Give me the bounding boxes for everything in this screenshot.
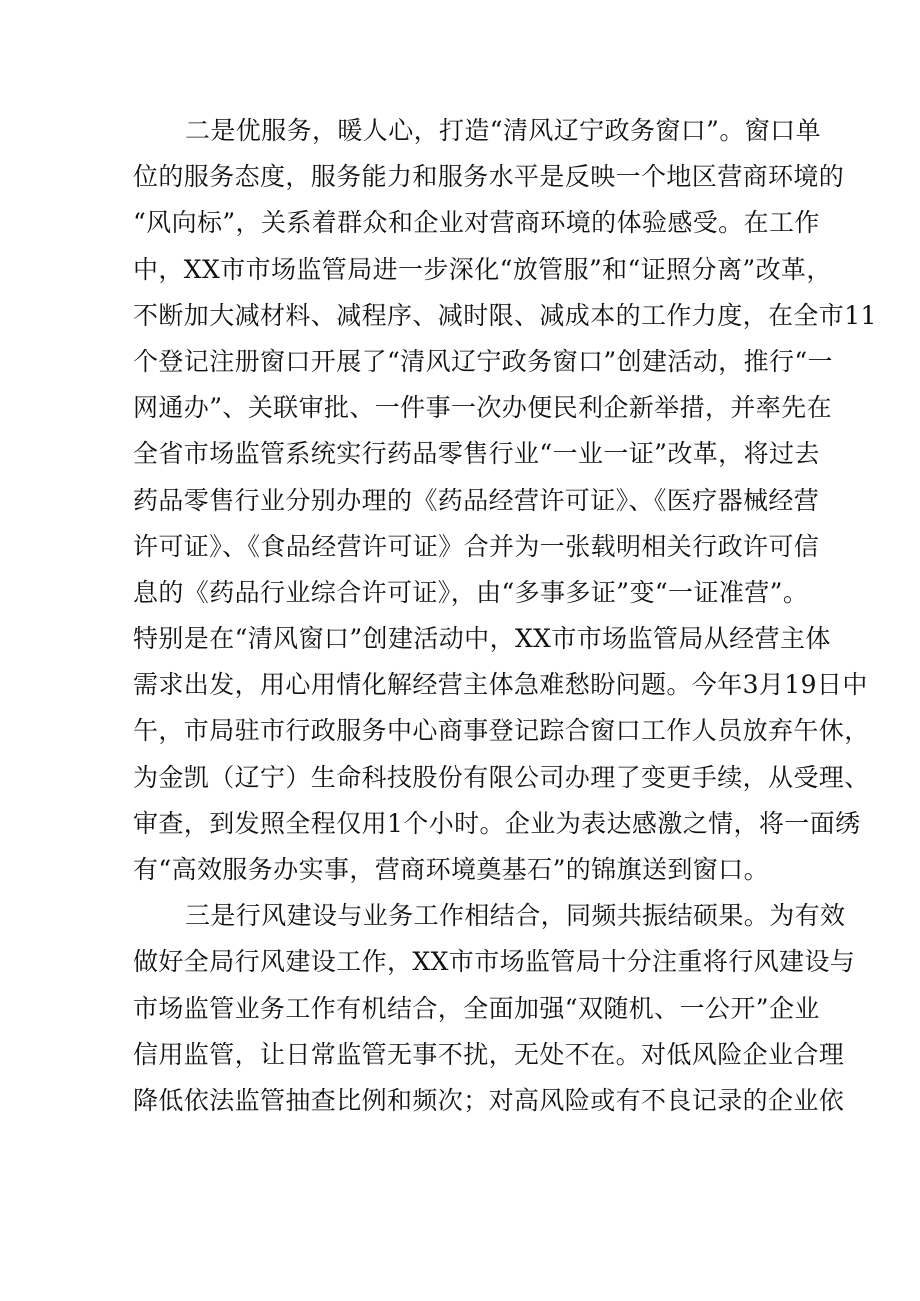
paragraph-1-line-2: 位的服务态度，服务能力和服务水平是反映一个地区营商环境的 — [133, 162, 845, 192]
paragraph-1-line-7: 网通办”、关联审批、一件事一次办便民利企新举措，并率先在 — [133, 393, 832, 423]
paragraph-1-line-9: 药品零售行业分别办理的《药品经营许可证》、《医疗器械经营 — [133, 485, 820, 515]
paragraph-1-line-1: 二是优服务，暖人心，打造“清风辽宁政务窗口”。窗口单 — [185, 116, 821, 145]
paragraph-1-line-12: 特别是在“清风窗口”创建活动中，XX市市场监管局从经营主体 — [133, 624, 831, 654]
paragraph-1-line-3: “风向标”，关系着群众和企业对营商环境的体验感受。在工作 — [133, 208, 820, 238]
paragraph-2-line-4: 信用监管，让日常监管无事不扰，无处不在。对低风险企业合理 — [133, 1039, 845, 1069]
paragraph-1-line-10: 许可证》、《食品经营许可证》合并为一张载明相关行政许可信 — [133, 531, 820, 561]
paragraph-2-line-5: 降低依法监管抽查比例和频次；对高风险或有不良记录的企业依 — [133, 1085, 845, 1115]
paragraph-2-line-3: 市场监管业务工作有机结合，全面加强“双随机、一公开”企业 — [133, 993, 820, 1023]
paragraph-1-line-4: 中，XX市市场监管局进一步深化“放管服”和“证照分离”改革， — [133, 254, 832, 284]
paragraph-1-line-5: 不断加大减材料、减程序、减时限、减成本的工作力度，在全市11 — [133, 300, 877, 330]
paragraph-1-line-16: 审查，到发照全程仅用1个小时。企业为表达感激之情，将一面绣 — [133, 808, 861, 838]
paragraph-2-line-1: 三是行风建设与业务工作相结合，同频共振结硕果。为有效 — [185, 901, 846, 931]
document-body — [133, 108, 877, 1124]
paragraph-1-line-8: 全省市场监管系统实行药品零售行业“一业一证”改革，将过去 — [133, 439, 820, 469]
paragraph-2-line-2: 做好全局行风建设工作，XX市市场监管局十分注重将行风建设与 — [133, 947, 856, 977]
paragraph-1-line-6: 个登记注册窗口开展了“清风辽宁政务窗口”创建活动，推行“一 — [133, 346, 833, 376]
paragraph-1-line-15: 为金凯（辽宁）生命科技股份有限公司办理了变更手续，从受理、 — [133, 762, 870, 792]
paragraph-1-line-11: 息的《药品行业综合许可证》，由“多事多证”变“一证准营”。 — [133, 577, 809, 607]
paragraph-1-line-17: 有“高效服务办实事，营商环境奠基石”的锦旗送到窗口。 — [133, 855, 769, 884]
paragraph-1-line-13: 需求出发，用心用情化解经营主体急难愁盼问题。今年3月19日中 — [133, 670, 868, 700]
paragraph-1-line-14: 午，市局驻市行政服务中心商事登记踪合窗口工作人员放弃午休， — [133, 716, 870, 746]
